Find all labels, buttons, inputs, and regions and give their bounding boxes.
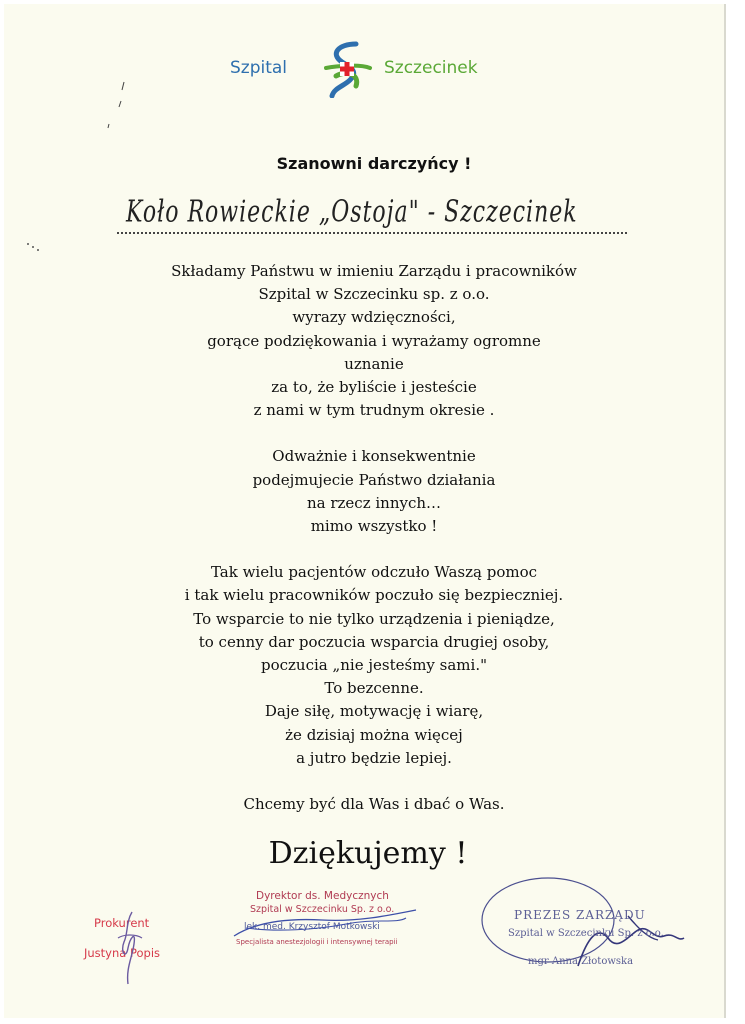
body-line: To wsparcie to nie tylko urządzenia i pieniądze, [193,609,555,628]
director-name: lek. med. Krzysztof Motkowski [244,922,380,932]
hospital-logo [4,40,724,100]
letter-page [4,4,726,1018]
body-line: podejmujecie Państwo działania [252,470,496,489]
body-line: gorące podziękowania i wyrażamy ogromne [207,331,541,350]
caduceus-cross-logo-icon [316,40,378,98]
body-line: za to, że byliście i jesteście [271,378,477,397]
director-specialty: Specjalista anestezjologii i intensywnej terapii [236,938,398,946]
body-line: Chcemy być dla Was i dbać o Was. [243,795,505,814]
body-line: mimo wszystko ! [310,517,438,536]
body-line: Szpital w Szczecinku sp. z o.o. [258,285,490,304]
president-title: PREZES ZARZĄDU [514,908,646,922]
body-line: i tak wielu pracowników poczuło się bezpieczniej. [184,586,564,605]
procurator-stamp [82,908,182,988]
director-title: Dyrektor ds. Medycznych [256,890,389,902]
body-line: To bezcenne. [324,679,424,698]
logo-right-text: Szczecinek [384,58,478,78]
body-line: Daje siłę, motywację i wiarę, [264,702,484,721]
body-line: wyrazy wdzięczności, [292,308,456,327]
dotted-underline [117,232,627,234]
logo-left-text: Szpital [230,58,288,78]
director-company: Szpital w Szczecinku Sp. z o.o. [250,904,395,915]
board-president-stamp [478,876,718,986]
paragraph-gratitude [4,260,726,422]
body-line: Odważnie i konsekwentnie [272,447,476,466]
president-name: mgr Anna Złotowska [528,956,634,967]
procurator-signature [82,908,182,988]
body-line: Tak wielu pacjentów odczuło Waszą pomoc [210,563,538,582]
body-line: z nami w tym trudnym okresie . [253,401,495,420]
body-line: a jutro będzie lepiej. [296,748,452,767]
body-line: poczucia „nie jesteśmy sami." [260,656,487,675]
paragraph-courage [4,445,726,538]
body-line: na rzecz innych… [306,493,442,512]
paragraph-support [4,561,726,770]
procurator-name: Justyna Popis [84,946,161,960]
body-line: Składamy Państwu w imieniu Zarządu i pracowników [171,262,577,280]
body-line: że dzisiaj można więcej [285,725,463,744]
letter-body [4,260,726,816]
handwritten-addressee: Koło Rowieckie „Ostoja" - Szczecinek [126,196,578,230]
thank-you-heading: Dziękujemy ! [268,836,468,871]
paragraph-closing [4,793,726,816]
letter-heading: Szanowni darczyńcy ! [276,154,472,173]
body-line: uznanie [344,354,404,373]
body-line: to cenny dar poczucia wsparcia drugiej osoby, [198,632,550,651]
director-signature [226,888,426,968]
president-company: Szpital w Szczecinku Sp. z o.o. [508,928,664,939]
procurator-title: Prokurent [94,916,150,930]
medical-director-stamp [226,888,426,968]
